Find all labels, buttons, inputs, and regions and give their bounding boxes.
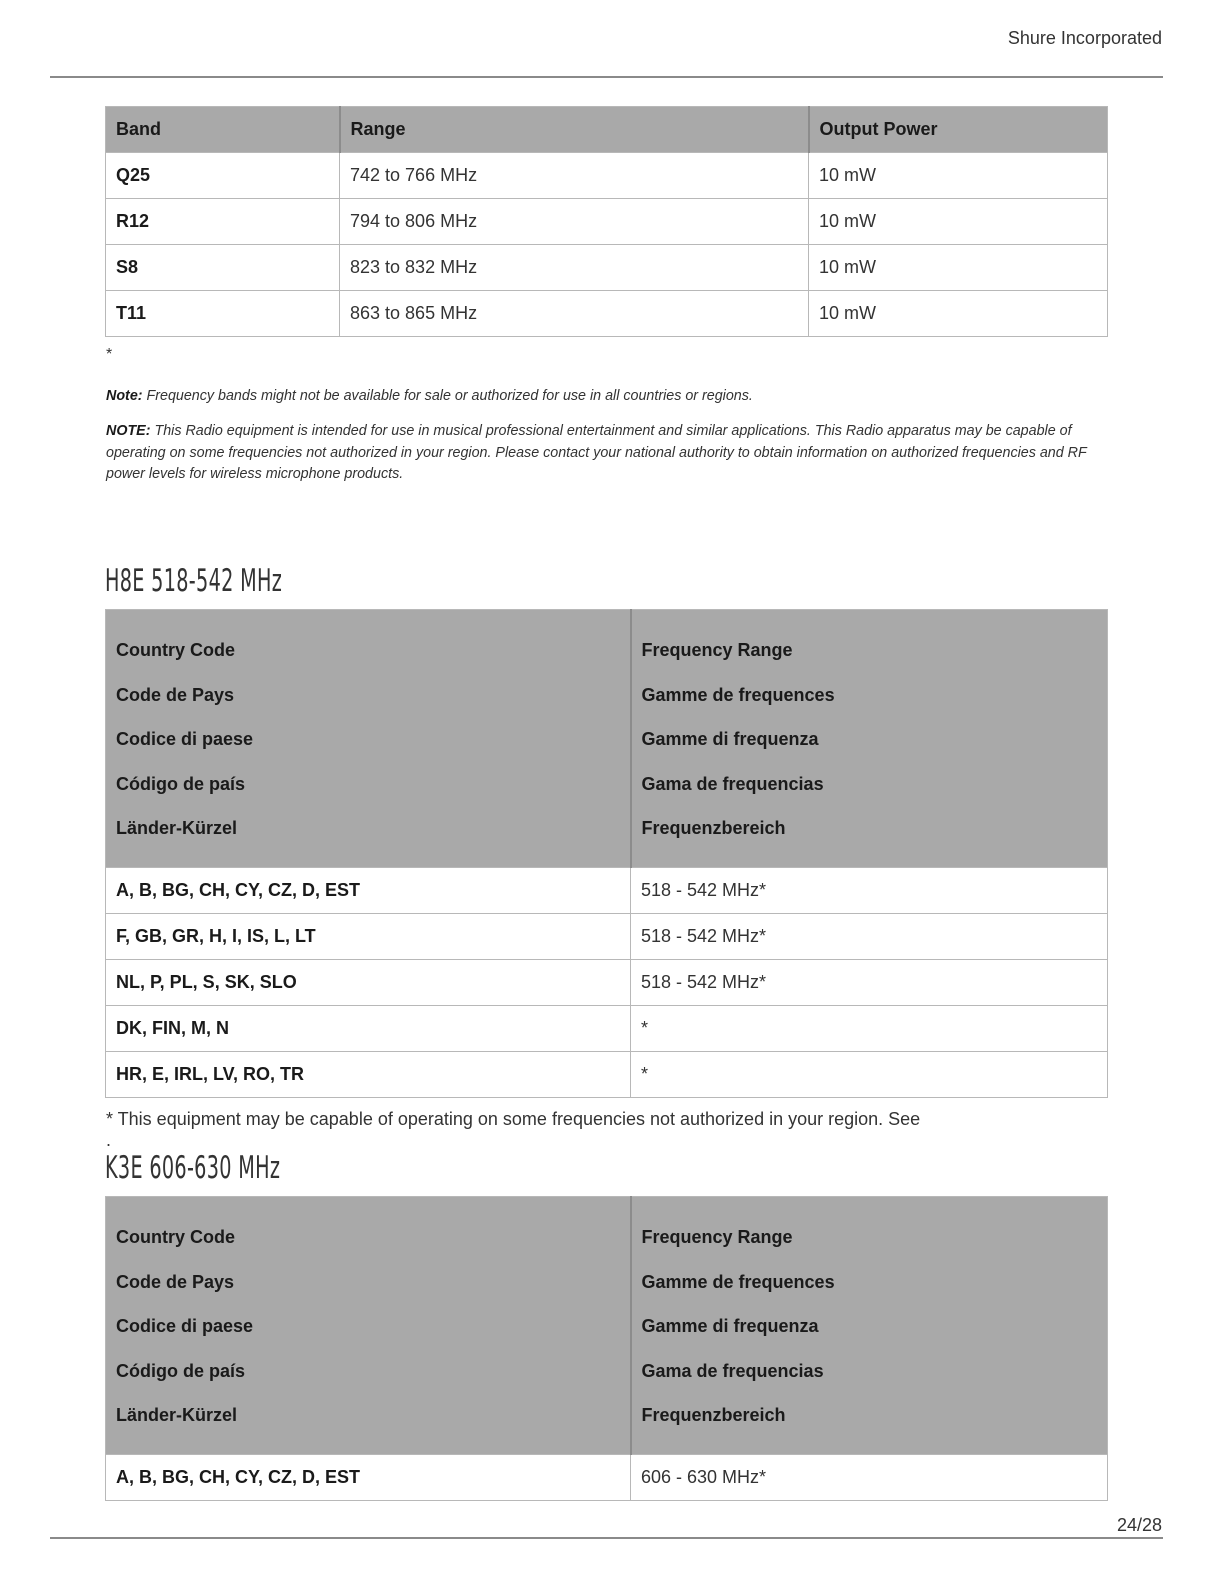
range-cell: 742 to 766 MHz xyxy=(340,153,809,199)
asterisk-marker: * xyxy=(106,346,113,363)
header-divider xyxy=(50,76,1163,78)
header-company-name: Shure Incorporated xyxy=(1007,28,1162,48)
h8e-country-table xyxy=(105,609,1108,1098)
power-cell: 10 mW xyxy=(809,153,1108,199)
band-cell: S8 xyxy=(106,245,340,291)
country-codes-cell: HR, E, IRL, LV, RO, TR xyxy=(106,1051,631,1097)
frequency-range-cell: * xyxy=(631,1005,1108,1051)
note-label: NOTE: xyxy=(106,423,151,439)
header-label-en: Country Code xyxy=(116,640,235,660)
country-codes-cell: A, B, BG, CH, CY, CZ, D, EST xyxy=(106,1454,631,1500)
page-number: 24/28 xyxy=(1116,1515,1162,1535)
footnote-unauthorized-frequencies xyxy=(106,1109,1096,1151)
country-table-header-row xyxy=(106,610,1108,868)
frequency-range-cell: * xyxy=(631,1051,1108,1097)
header-label-en: Frequency Range xyxy=(641,1227,793,1247)
range-cell: 863 to 865 MHz xyxy=(340,291,809,337)
table-row xyxy=(106,1454,1108,1500)
footnote-text: * This equipment may be capable of operating on some frequencies not authorized in your region. See xyxy=(106,1109,921,1129)
table-row xyxy=(106,867,1108,913)
note-radio-equipment xyxy=(106,421,1106,486)
band-table-header-row xyxy=(106,107,1108,153)
table-row xyxy=(106,153,1108,199)
column-header-output-power: Output Power xyxy=(809,107,1108,153)
country-codes-cell: A, B, BG, CH, CY, CZ, D, EST xyxy=(106,867,631,913)
power-cell: 10 mW xyxy=(809,199,1108,245)
band-cell: T11 xyxy=(106,291,340,337)
header-label-es: Código de país xyxy=(116,1360,246,1381)
header-label-es: Código de país xyxy=(116,773,246,794)
section-heading-k3e: K3E 606-630 MHz xyxy=(105,1150,281,1186)
note-availability xyxy=(106,386,1106,408)
header-label-it: Codice di paese xyxy=(116,1316,254,1336)
header-label-en: Frequency Range xyxy=(641,640,793,660)
header-label-es: Gama de frequencias xyxy=(641,1360,824,1381)
frequency-range-cell: 518 - 542 MHz* xyxy=(631,867,1108,913)
column-header-frequency-range xyxy=(631,610,1108,868)
header-label-it: Gamme di frequenza xyxy=(641,729,819,749)
k3e-country-table xyxy=(105,1196,1108,1501)
table-row xyxy=(106,291,1108,337)
frequency-range-cell: 606 - 630 MHz* xyxy=(631,1454,1108,1500)
header-label-de: Länder-Kürzel xyxy=(116,818,238,838)
power-cell: 10 mW xyxy=(809,245,1108,291)
country-codes-cell: DK, FIN, M, N xyxy=(106,1005,631,1051)
range-cell: 794 to 806 MHz xyxy=(340,199,809,245)
header-label-it: Codice di paese xyxy=(116,729,254,749)
note-label: Note: xyxy=(106,388,143,404)
range-cell: 823 to 832 MHz xyxy=(340,245,809,291)
header-label-de: Frequenzbereich xyxy=(641,818,786,838)
header-label-en: Country Code xyxy=(116,1227,235,1247)
table-row xyxy=(106,1051,1108,1097)
header-label-fr: Code de Pays xyxy=(116,684,235,705)
section-heading-h8e: H8E 518-542 MHz xyxy=(105,563,283,599)
table-row xyxy=(106,913,1108,959)
header-label-fr: Gamme de frequences xyxy=(641,684,835,705)
frequency-range-cell: 518 - 542 MHz* xyxy=(631,913,1108,959)
band-cell: R12 xyxy=(106,199,340,245)
note-text: Frequency bands might not be available for sale or authorized for use in all countries or regions. xyxy=(142,388,753,404)
table-row xyxy=(106,959,1108,1005)
table-row xyxy=(106,245,1108,291)
power-cell: 10 mW xyxy=(809,291,1108,337)
column-header-country-code xyxy=(106,610,631,868)
header-label-fr: Gamme de frequences xyxy=(641,1271,835,1292)
header-label-de: Länder-Kürzel xyxy=(116,1405,238,1425)
frequency-range-cell: 518 - 542 MHz* xyxy=(631,959,1108,1005)
header-label-es: Gama de frequencias xyxy=(641,773,824,794)
column-header-range: Range xyxy=(340,107,809,153)
country-codes-cell: F, GB, GR, H, I, IS, L, LT xyxy=(106,913,631,959)
note-text: This Radio equipment is intended for use in musical professional entertainment and similar applications. This Radio apparatus may be capable of operating on some frequencies not authorized in your region. Please contact your national authority to obtain information on authorized frequencies and RF power levels for wireless microphone products. xyxy=(106,423,1087,482)
band-cell: Q25 xyxy=(106,153,340,199)
footer-divider xyxy=(50,1537,1163,1539)
country-codes-cell: NL, P, PL, S, SK, SLO xyxy=(106,959,631,1005)
column-header-frequency-range xyxy=(631,1197,1108,1455)
footnote-period: . xyxy=(106,1130,112,1150)
column-header-band: Band xyxy=(106,107,340,153)
header-label-fr: Code de Pays xyxy=(116,1271,235,1292)
band-table xyxy=(105,106,1108,337)
column-header-country-code xyxy=(106,1197,631,1455)
table-row xyxy=(106,1005,1108,1051)
table-row xyxy=(106,199,1108,245)
country-table-header-row xyxy=(106,1197,1108,1455)
header-label-de: Frequenzbereich xyxy=(641,1405,786,1425)
header-label-it: Gamme di frequenza xyxy=(641,1316,819,1336)
